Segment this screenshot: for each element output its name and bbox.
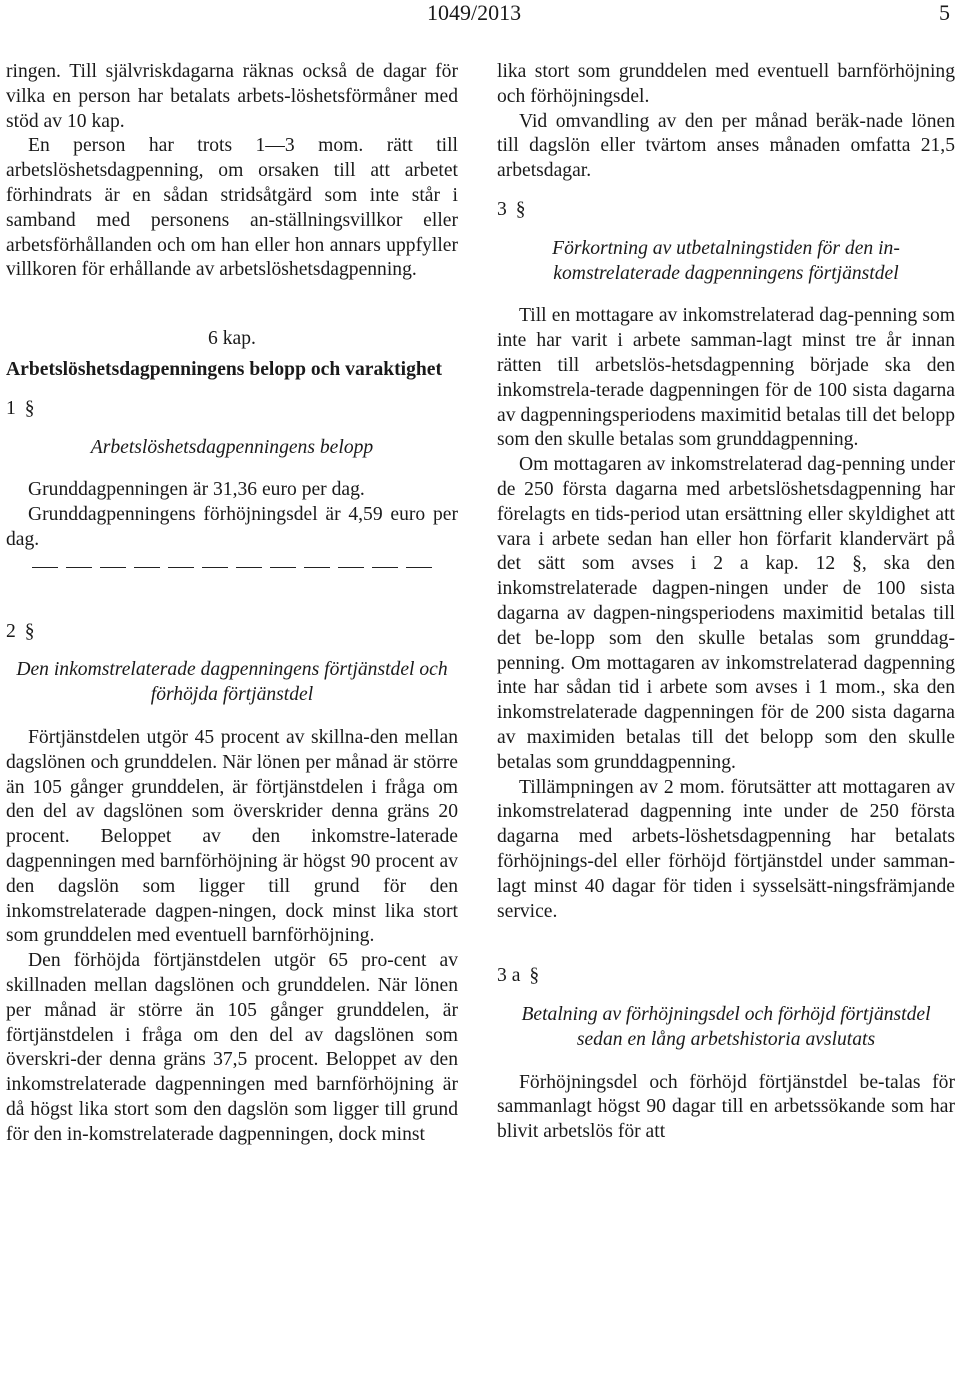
section-sign: § xyxy=(515,198,526,220)
section-number: 3 a xyxy=(497,965,521,987)
document-number: 1049/2013 xyxy=(427,0,522,25)
paragraph: Förtjänstdelen utgör 45 procent av skillna-den mellan dagslönen och grunddelen. När lönen per månad är större än 105 gånger grunddelen, är förtjänstdelen i fråga om den del av dagslönen som överskrider denna gräns 20 procent. Beloppet av den inkomstre-laterade dagpenningen med barnförhöjning är högst 90 procent av den dagslön som ligger till grund för den inkomstrelaterade dagpen-ningen, dock minst lika stort som grunddelen med eventuell barnförhöjning. xyxy=(6,726,458,947)
paragraph: Den förhöjda förtjänstdelen utgör 65 pro-cent av skillnaden mellan dagslönen och grunddelen. När lönen per månad är större än 105 gånger grunddelen, är förtjänstdelen i fråga om den del av dagslönen som överskri-der denna gräns 37,5 procent. Beloppet av den inkomstrelaterade dagpenningen med barnförhöjning är då högst lika stort som den dagslön som ligger till grund för den in-komstrelaterade dagpenningen, dock minst xyxy=(6,950,458,1145)
omission-dashes xyxy=(6,555,458,580)
left-column xyxy=(6,60,458,1147)
section-heading xyxy=(497,964,955,989)
section-title: Arbetslöshetsdagpenningens belopp xyxy=(90,436,374,458)
paragraph: En person har trots 1—3 mom. rätt till arbetslöshetsdagpenning, om orsaken till att arbetet förhindrats är en sådan stridsåtgärd som inte står i samband med personens an-ställningsvillkor eller arbetsförhållanden och om han eller hon annars uppfyller villkoren för erhållande av arbetslöshetsdagpenning. xyxy=(6,135,458,281)
paragraph: Grunddagpenningens förhöjningsdel är 4,59 euro per dag. xyxy=(6,504,458,550)
section-title: Den inkomstrelaterade dagpenningens förtjänstdel och förhöjda förtjänstdel xyxy=(16,659,448,706)
paragraph: Grunddagpenningen är 31,36 euro per dag. xyxy=(28,479,365,501)
paragraph: ringen. Till självriskdagarna räknas också de dagar för vilka en person har betalats arbets-löshetsförmåner med stöd av 10 kap. xyxy=(6,61,458,132)
paragraph: Vid omvandling av den per månad beräk-nade lönen till dagslön eller tvärtom anses månaden omfatta 21,5 arbetsdagar. xyxy=(497,110,955,182)
chapter-number: 6 kap. xyxy=(208,328,256,350)
section-heading xyxy=(6,620,458,645)
section-number: 2 xyxy=(6,620,16,642)
paragraph: lika stort som grunddelen med eventuell barnförhöjning och förhöjningsdel. xyxy=(497,61,955,107)
section-heading xyxy=(497,198,955,223)
section-heading xyxy=(6,397,458,422)
section-sign: § xyxy=(24,620,35,642)
section-sign: § xyxy=(529,965,540,987)
paragraph: Till en mottagare av inkomstrelaterad dag-penning som inte har varit i arbete samman-lagt minst tre år innan rätten till arbetslös-hetsdagpenning började ska den inkomstrela-terade dagpenningen för de 100 sista dagarna av dagpenningsperiodens maximitid betalas till det belopp som den skulle betalas som grunddagpenning. xyxy=(497,305,955,451)
section-title: Betalning av förhöjningsdel och förhöjd förtjänstdel sedan en lång arbetshistoria avslutats xyxy=(521,1004,931,1050)
section-sign: § xyxy=(24,397,35,419)
paragraph: Tillämpningen av 2 mom. förutsätter att mottagaren av inkomstrelaterad dagpenning inte under de 250 första dagarna med arbets-löshetsdagpenning har betalats förhöjnings-del eller förhöjd förtjänstdel under samman-lagt minst 40 dagar för tiden i sysselsätt-ningsfrämjande service. xyxy=(497,776,955,922)
paragraph: Förhöjningsdel och förhöjd förtjänstdel be-talas för sammanlagt högst 90 dagar till en arbetssökande som har blivit arbetslös för att xyxy=(497,1071,955,1143)
page-header xyxy=(0,0,960,30)
page-number: 5 xyxy=(939,0,950,25)
chapter-title: Arbetslöshetsdagpenningens belopp och varaktighet xyxy=(6,358,443,380)
section-title: Förkortning av utbetalningstiden för den in-komstrelaterade dagpenningens förtjänstdel xyxy=(552,237,900,284)
paragraph: Om mottagaren av inkomstrelaterad dag-penning under de 250 första dagarna med arbetslöshetsdagpenning har förelagts en tids-period utan ersättning eller skyldighet att vara i arbete sedan han eller hon förfarit klandervärt på det sätt som avses i 2 a kap. 12 §, ska den inkomstrelaterade dagpen-ningen under de 100 sista dagarna av dagpen-ningsperiodens maximitid betalas till det be-lopp som den skulle betalas som grunddag-penning. Om mottagaren av inkomstrelaterad dagpenning inte har sådan tid i arbete som avses i 1 mom., ska den inkomstrelaterade dagpenningen för de 200 sista dagarna av maximiden betalas till det belopp som den skulle betalas som grunddagpenning. xyxy=(497,454,955,773)
section-number: 1 xyxy=(6,397,16,419)
section-number: 3 xyxy=(497,198,507,220)
right-column xyxy=(497,60,955,1145)
